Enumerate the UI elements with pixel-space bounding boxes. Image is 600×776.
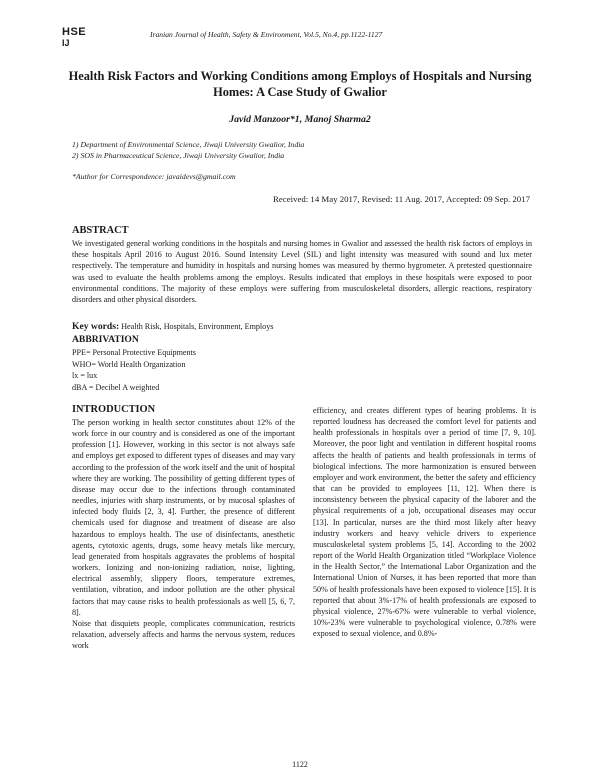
journal-logo [62, 27, 88, 49]
introduction-heading: INTRODUCTION [72, 404, 156, 415]
article-title: Health Risk Factors and Working Conditions among Employs of Hospitals and Nursing Homes: A Case Study of Gwalior [68, 69, 532, 99]
abbreviation-item: WHO= World Health Organization [72, 359, 186, 369]
keywords-label: Key words: [72, 321, 120, 332]
received-dates: Received: 14 May 2017, Revised: 11 Aug. 2017, Accepted: 09 Sep. 2017 [273, 194, 530, 204]
correspondence-line: *Author for Correspondence: javaidevs@gmail.com [72, 172, 236, 181]
journal-citation: Iranian Journal of Health, Safety & Environment, Vol.5, No.4, pp.1122-1127 [150, 30, 383, 39]
abbreviation-list [72, 347, 372, 393]
abstract-text: We investigated general working conditions in the hospitals and nursing homes in Gwalior and assessed the health risk factors of employs in these hospitals April 2016 to August 2016. Sound Intensity Level (SIL) and light intensity was measured with sound and lux meter respectively. The temperature and humidity in hospitals and nursing homes was measured by thermo hygrometer. A pretested questionnaire was used to evaluate the health problems among the employs. Results indicated that employs in these hospitals were exposed to poor environmental conditions. The majority of these employs were suffering from musculoskeletal disorders, allergic reactions, respiratory disorders and other physical disorders. [72, 239, 532, 305]
affiliation-2: 2) SOS in Pharmaceutical Science, Jiwaji University Gwalior, India [72, 151, 285, 160]
introduction-right-column [313, 405, 536, 639]
introduction-paragraph-2: Noise that disquiets people, complicates communication, restricts relaxation, adversely affects and harms the nervous system, reduces work [72, 618, 295, 651]
affiliation-1: 1) Department of Environmental Science, Jiwaji University Gwalior, India [72, 140, 305, 149]
abbreviation-heading: ABBRIVATION [72, 334, 139, 345]
abbreviation-item: PPE= Personal Protective Equipments [72, 348, 196, 357]
logo-line-2: IJ [62, 38, 70, 48]
abstract-heading: ABSTRACT [72, 225, 129, 236]
keywords-text: Health Risk, Hospitals, Environment, Employs [121, 322, 274, 331]
introduction-paragraph-continued: efficiency, and creates different types of hearing problems. It is reported loudness has decreased the comfort level for patients and health professionals in hospitals over a period of time [7, 9, 10]. Moreover, the poor light and ventilation in different hospital rooms affects the health of patients and health professionals in terms of biological infections. The more harmonization is ensured between employer and work environment, the better the safety and efficiency that can be provided to employees [11, 12]. When there is inconsistency between the physical capacity of the laborer and the physical requirements of a job, occupational diseases may occur [13]. In particular, nurses are the third most likely after heavy industry workers and heavy vehicle drivers to experience musculoskeletal system problems [5, 14]. According to the 2002 report of the World Health Organization titled “Workplace Violence in the Health Sector,” the International Labor Organization and the International Union of Nurses, it has been reported that more than 50% of health professionals have been exposed to violence [15]. It is reported that about 3%-17% of health professionals are exposed to physical violence, 27%-67% were vulnerable to verbal violence, 10%-23% were vulnerable to psychological violence, 0.78% were exposed to sexual violence, and 0.8%- [313, 406, 536, 639]
introduction-paragraph-1: The person working in health sector constitutes about 12% of the work force in our country and is considered as one of the important profession [1]. However, working in this sector is not always safe and employs get exposed to different types of diseases and may vary according to the profession of the work itself and the unit of hospital where they are working. The possibility of getting different types of disease may occur due to the infections through contaminated needles, injuries with sharp instruments, or by mucosal splashes of infected body fluids [2, 3, 4]. Further, the presence of different chemicals used for diagnose and treatment of disease are also hazardous to employs health. The use of disinfectants, anesthetic agents, cytotoxic agents, drugs, some heavy metals like mercury, lead generated from hospitals aggravates the problems of hospital workers. Ionizing and non-ionizing radiation, noise, lighting, electrical assembly, slippery floors, temperature extremes, ventilation, vibration, and indoor pollution are the other physical factors that may cause risks to health professionals as well [5, 6, 7, 8]. [72, 418, 295, 617]
page-number: 1122 [292, 760, 308, 769]
keywords-line [72, 321, 532, 332]
author-list: Javid Manzoor*1, Manoj Sharma2 [229, 114, 371, 125]
abbreviation-item: lx = lux [72, 371, 98, 381]
abbreviation-item: dBA = Decibel A weighted [72, 382, 160, 392]
introduction-left-column [72, 417, 295, 651]
logo-line-1: HSE [62, 26, 87, 38]
